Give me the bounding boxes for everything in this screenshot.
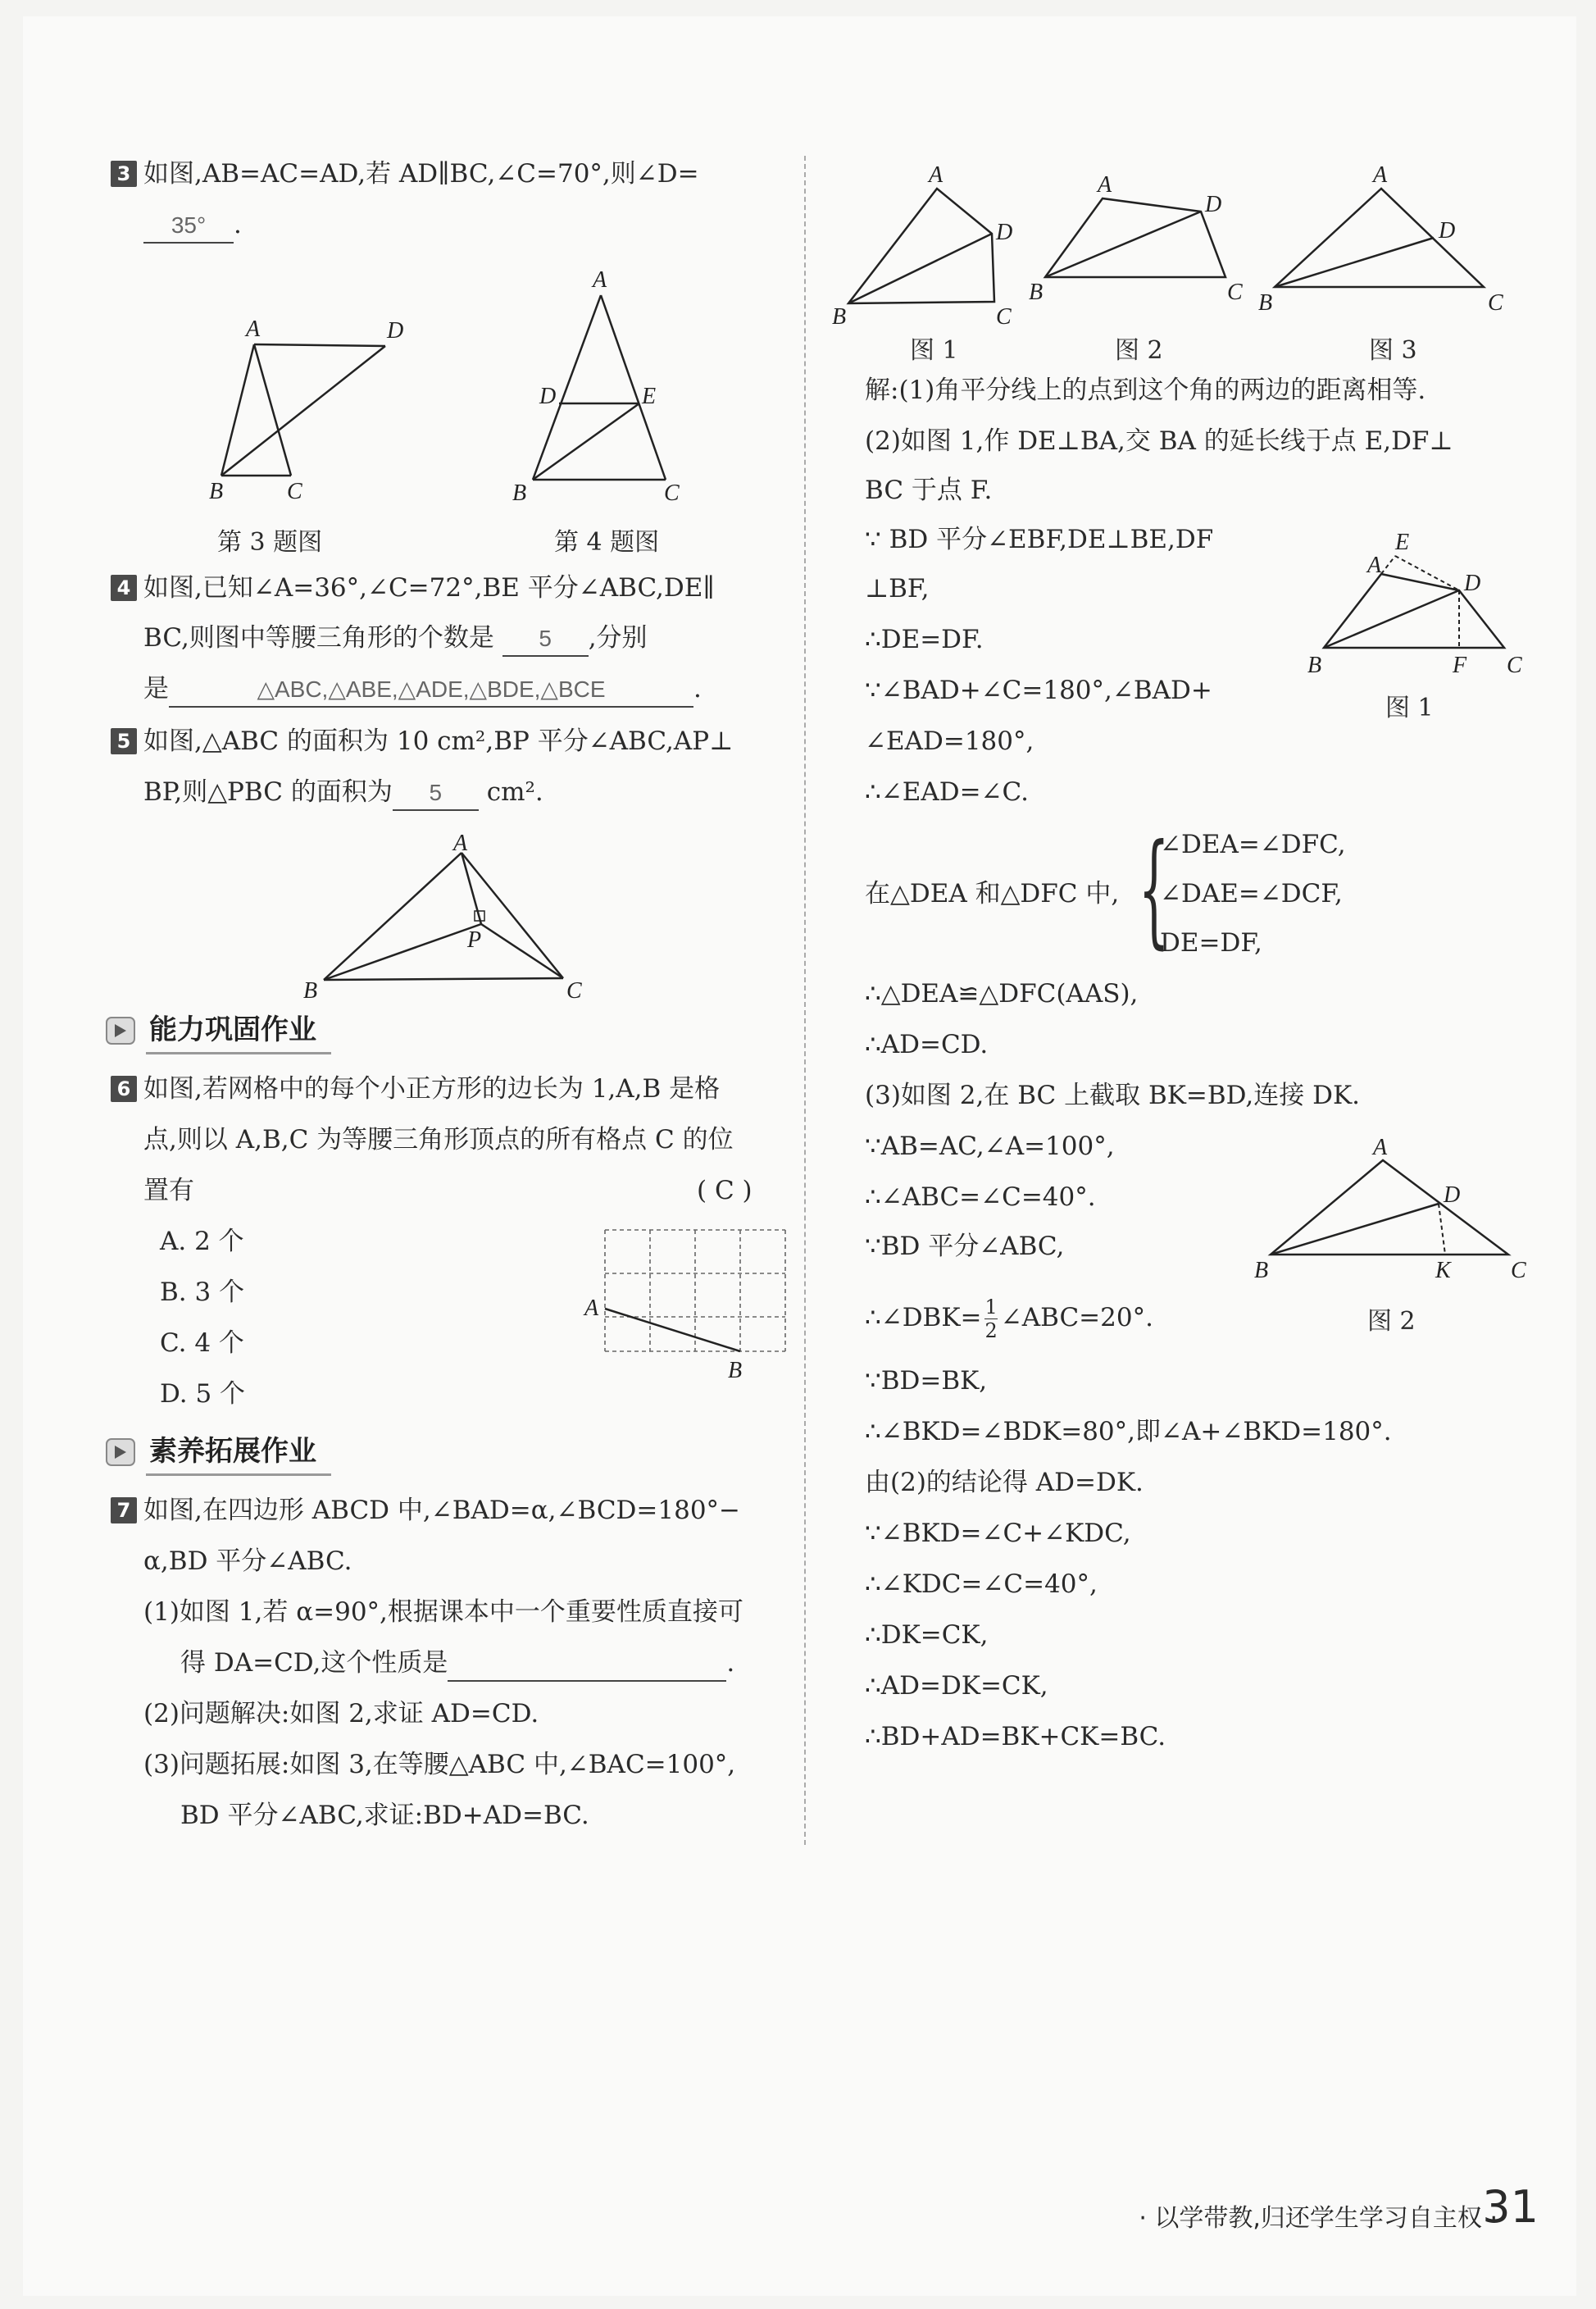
svg-text:C: C [566,978,582,1004]
q4-answer-list: △ABC,△ABE,△ADE,△BDE,△BCE [169,673,693,708]
section-header-ability [105,1010,331,1051]
figure-q3 [205,312,410,508]
section-title: 素养拓展作业 [146,1428,331,1476]
svg-text:A: A [1367,553,1382,578]
svg-text:C: C [287,479,302,504]
svg-text:A: A [929,162,944,188]
fig3-seg-BD [221,346,385,476]
figure-q6-grid [580,1222,793,1386]
q3-answer: 35° [143,209,234,244]
sol-l24: ∴AD=DK=CK, [865,1671,1048,1701]
sol-l6: ∴DE=DF. [865,625,984,654]
svg-text:P: P [467,927,482,953]
svg-text:B: B [728,1358,743,1383]
fig3-seg-AD [254,344,385,346]
q7-line2: α,BD 平分∠ABC. [143,1546,352,1576]
svg-text:C: C [1511,1258,1526,1283]
q7-line1: 如图,在四边形 ABCD 中,∠BAD=α,∠BCD=180°− [143,1496,741,1525]
fraction: $\frac{1}{2}$ [984,1296,998,1342]
sol-l7: ∵∠BAD+∠C=180°,∠BAD+ [865,676,1212,705]
sol-l10b1: ∠DEA=∠DFC, [1160,830,1346,859]
figure-q5 [299,832,602,1004]
q4-line1: 如图,已知∠A=36°,∠C=72°,BE 平分∠ABC,DE∥ [143,573,715,603]
sol-l19: ∴∠BKD=∠BDK=80°,即∠A+∠BKD=180°. [865,1417,1392,1446]
q7-part1b: 得 DA=CD,这个性质是 . [180,1646,734,1682]
fig3-seg-AC [254,344,291,476]
sol-l13: (3)如图 2,在 BC 上截取 BK=BD,连接 DK. [865,1081,1360,1110]
svg-text:A: A [246,317,261,342]
fig1-caption: 图 1 [910,336,958,365]
svg-text:D: D [387,318,404,344]
sol-l23: ∴DK=CK, [865,1620,989,1650]
sol-l11: ∴△DEA≌△DFC(AAS), [865,979,1139,1009]
svg-text:C: C [1507,653,1522,678]
q6-option-c: C. 4 个 [160,1328,244,1358]
q4-line2: BC,则图中等腰三角形的个数是 5 ,分别 [143,622,648,657]
footer-slogan: · 以学带教,归还学生学习自主权 · [1139,2204,1498,2233]
svg-text:A: A [584,1296,599,1321]
q4-line3: 是 △ABC,△ABE,△ADE,△BDE,△BCE . [143,672,702,708]
q6-option-b: B. 3 个 [160,1277,245,1307]
sol-l3: BC 于点 F. [865,476,993,505]
sol-l4: ∵ BD 平分∠EBF,DE⊥BE,DF [865,525,1214,554]
svg-text:A: A [1373,1135,1388,1160]
svg-text:B: B [1029,280,1044,305]
svg-text:D: D [996,220,1013,245]
sol-l21: ∵∠BKD=∠C+∠KDC, [865,1519,1131,1548]
q6-line3: 置有 [143,1176,194,1205]
sol-l10b3: DE=DF, [1160,928,1262,958]
q6-option-d: D. 5 个 [160,1379,246,1409]
sol-l15: ∴∠ABC=∠C=40°. [865,1182,1096,1212]
svg-text:B: B [512,480,527,506]
q3-text: 如图,AB=AC=AD,若 AD∥BC,∠C=70°,则∠D= [143,159,699,189]
figure-q4 [508,262,697,508]
q5-line1: 如图,△ABC 的面积为 10 cm²,BP 平分∠ABC,AP⊥ [143,726,734,756]
q5-line2: BP,则△PBC 的面积为 5 cm². [143,776,543,811]
sol-l8: ∠EAD=180°, [865,726,1034,756]
sol-fig2-caption: 图 2 [1367,1307,1416,1336]
sol-l9: ∴∠EAD=∠C. [865,777,1029,807]
solution-figure-2 [1250,1132,1529,1296]
sol-l5: ⊥BF, [865,574,930,603]
svg-text:A: A [1098,172,1112,198]
question-number-4: 4 [111,575,137,601]
svg-text:A: A [1373,162,1388,188]
sol-l17: ∴∠DBK= $\frac{1}{2}$ ∠ABC=20°. [865,1296,1153,1342]
svg-text:B: B [209,479,224,504]
svg-text:E: E [642,384,657,409]
svg-text:A: A [453,832,468,856]
svg-text:B: B [1258,290,1273,316]
q7-part3b: BD 平分∠ABC,求证:BD+AD=BC. [180,1801,589,1830]
q7-part1a: (1)如图 1,若 α=90°,根据课本中一个重要性质直接可 [143,1597,743,1627]
q7-part3a: (3)问题拓展:如图 3,在等腰△ABC 中,∠BAC=100°, [143,1750,736,1779]
sol-l14: ∵AB=AC,∠A=100°, [865,1132,1115,1161]
svg-text:A: A [593,267,607,293]
sol-l25: ∴BD+AD=BK+CK=BC. [865,1722,1166,1751]
question-number-5: 5 [111,728,137,754]
svg-text:B: B [1254,1258,1269,1283]
svg-text:D: D [1439,218,1456,244]
svg-text:C: C [664,480,680,506]
q7-part2: (2)问题解决:如图 2,求证 AD=CD. [143,1699,539,1728]
column-divider [804,156,806,1845]
sol-fig1-caption: 图 1 [1385,694,1434,722]
svg-text:B: B [832,304,847,330]
arrow-icon [105,1014,138,1047]
sol-l22: ∴∠KDC=∠C=40°, [865,1569,1098,1599]
brace: { [1138,818,1170,961]
section-header-extension [105,1432,331,1473]
question-number-3: 3 [111,161,137,187]
svg-text:D: D [1205,192,1222,217]
q5-answer: 5 [393,776,479,811]
svg-text:D: D [1444,1182,1461,1208]
sol-l12: ∴AD=CD. [865,1030,989,1059]
sol-l1: 解:(1)角平分线上的点到这个角的两边的距离相等. [865,376,1426,405]
sol-l16: ∵BD 平分∠ABC, [865,1232,1065,1261]
sol-l10a: 在△DEA 和△DFC 中, [865,879,1120,909]
fig2-caption: 图 2 [1115,336,1163,365]
q4-answer-count: 5 [502,622,589,657]
svg-text:F: F [1453,653,1467,678]
q6-option-a: A. 2 个 [160,1227,244,1256]
svg-text:C: C [1227,280,1243,305]
svg-text:B: B [303,978,318,1004]
svg-text:B: B [1307,653,1322,678]
question-number-6: 6 [111,1076,137,1102]
q6-line2: 点,则以 A,B,C 为等腰三角形顶点的所有格点 C 的位 [143,1125,734,1154]
sol-l18: ∵BD=BK, [865,1366,988,1396]
section-title: 能力巩固作业 [146,1007,331,1054]
q3-answer-line: 35° . [143,208,242,244]
q6-answer: ( C ) [697,1176,753,1205]
svg-text:C: C [1488,290,1503,316]
svg-text:D: D [1464,571,1481,596]
fig3r-caption: 图 3 [1369,336,1417,365]
q7-part1-blank [448,1647,726,1682]
q6-line1: 如图,若网格中的每个小正方形的边长为 1,A,B 是格 [143,1074,721,1104]
sol-l10b2: ∠DAE=∠DCF, [1160,879,1343,909]
fig3-caption: 第 3 题图 [217,528,323,557]
fig1-quad [848,189,994,303]
page-number: 31 [1482,2181,1539,2233]
svg-text:D: D [539,384,557,409]
fig3-seg-AB [221,344,254,476]
fig4-caption: 第 4 题图 [554,528,660,557]
svg-text:E: E [1395,530,1410,555]
question-number-7: 7 [111,1497,137,1523]
sol-l2: (2)如图 1,作 DE⊥BA,交 BA 的延长线于点 E,DF⊥ [865,426,1453,456]
svg-text:C: C [996,304,1012,330]
arrow-icon [105,1436,138,1469]
svg-text:K: K [1435,1258,1451,1283]
sol-l20: 由(2)的结论得 AD=DK. [865,1468,1144,1497]
